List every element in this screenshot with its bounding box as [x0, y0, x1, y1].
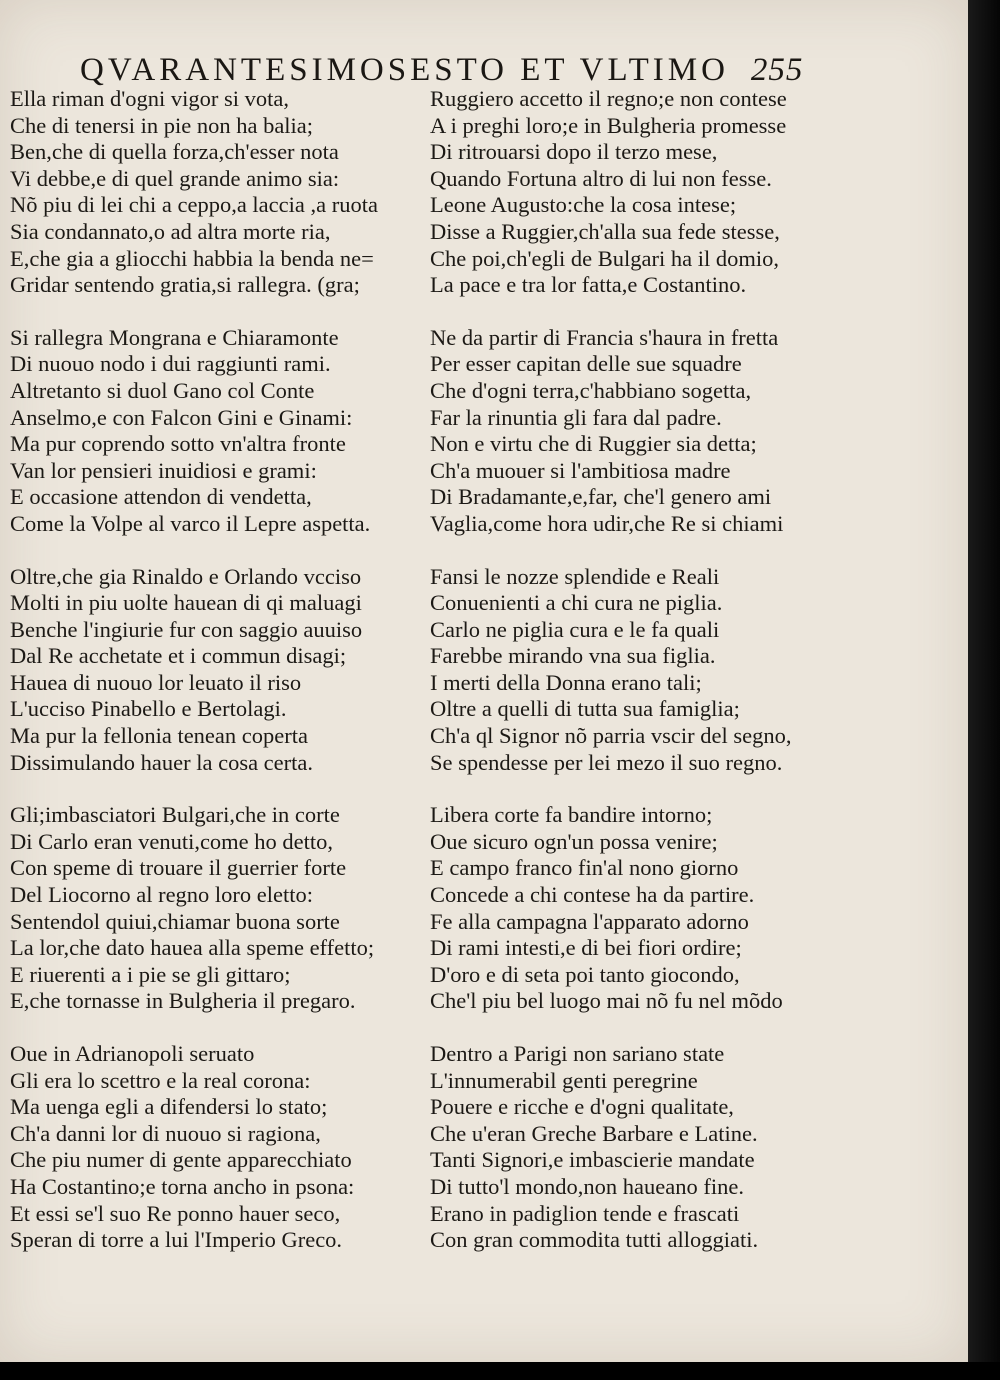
- verse-line: Disse a Ruggier,ch'alla sua fede stesse,: [430, 218, 780, 244]
- verse-line: Di tutto'l mondo,non haueano fine.: [430, 1173, 745, 1199]
- verse-line: Oue in Adrianopoli seruato: [10, 1041, 255, 1066]
- verse-line: Far la rinuntia gli fara dal padre.: [430, 404, 722, 430]
- verse-line: Del Liocorno al regno loro eletto:: [10, 882, 314, 908]
- verse-line: Ch'a ql Signor nõ parria vscir del segno,: [430, 723, 792, 749]
- verse-line: Se spendesse per lei mezo il suo regno.: [430, 749, 783, 775]
- verse-line: Non e virtu che di Ruggier sia detta;: [430, 431, 757, 457]
- verse-line: Leone Augusto:che la cosa intese;: [430, 192, 737, 218]
- verse-line: Che d'ogni terra,c'habbiano sogetta,: [430, 377, 752, 403]
- stanza: [430, 802, 850, 1015]
- verse-line: E,che gia a gliocchi habbia la benda ne=: [10, 245, 374, 271]
- verse-line: Benche l'ingiurie fur con saggio auuiso: [10, 616, 363, 642]
- verse-line: Gridar sentendo gratia,si rallegra. (gra;: [10, 272, 360, 298]
- verse-line: Vi debbe,e di quel grande animo sia:: [10, 165, 340, 191]
- verse-line: Di rami intesti,e di bei fiori ordire;: [430, 935, 742, 961]
- scan-bottom-border: [0, 1362, 1000, 1380]
- verse-line: Che di tenersi in pie non ha balia;: [10, 112, 314, 138]
- verse-line: Concede a chi contese ha da partire.: [430, 882, 755, 908]
- verse-line: Con gran commodita tutti alloggiati.: [430, 1227, 759, 1253]
- verse-line: Et essi se'l suo Re ponno hauer seco,: [10, 1200, 341, 1226]
- verse-line: Tanti Signori,e imbascierie mandate: [430, 1147, 755, 1173]
- verse-line: Ha Costantino;e torna ancho in psona:: [10, 1173, 355, 1199]
- scan-right-border: [968, 0, 1000, 1380]
- verse-line: Ch'a danni lor di nuouo si ragiona,: [10, 1120, 321, 1146]
- verse-line: E riuerenti a i pie se gli gittaro;: [10, 961, 291, 987]
- verse-line: E,che tornasse in Bulgheria il pregaro.: [10, 988, 356, 1014]
- verse-line: La pace e tra lor fatta,e Costantino.: [430, 272, 747, 298]
- verse-line: Ma pur coprendo sotto vn'altra fronte: [10, 431, 346, 457]
- verse-line: Che'l piu bel luogo mai nõ fu nel mõdo: [430, 988, 783, 1014]
- verse-line: Che u'eran Greche Barbare e Latine.: [430, 1120, 758, 1146]
- verse-line: D'oro e di seta poi tanto giocondo,: [430, 961, 740, 987]
- verse-line: Oltre a quelli di tutta sua famiglia;: [430, 696, 740, 722]
- verse-line: Vaglia,come hora udir,che Re si chiami: [430, 510, 784, 536]
- verse-line: L'innumerabil genti peregrine: [430, 1067, 698, 1093]
- verse-line: Si rallegra Mongrana e Chiaramonte: [10, 324, 339, 350]
- verse-line: Oltre,che gia Rinaldo e Orlando vcciso: [10, 563, 362, 589]
- verse-line: Speran di torre a lui l'Imperio Greco.: [10, 1227, 343, 1253]
- verse-line: Gli;imbasciatori Bulgari,che in corte: [10, 802, 340, 828]
- verse-line: Oue sicuro ogn'un possa venire;: [430, 828, 718, 854]
- left-column: [10, 86, 425, 1280]
- chapter-title: QVARANTESIMOSESTO ET VLTIMO: [80, 52, 729, 88]
- stanza: [10, 86, 425, 299]
- stanza: [430, 86, 850, 299]
- verse-line: Che piu numer di gente apparecchiato: [10, 1147, 352, 1173]
- verse-line: Con speme di trouare il guerrier forte: [10, 855, 347, 881]
- verse-line: Carlo ne piglia cura e le fa quali: [430, 616, 720, 642]
- stanza: [430, 564, 850, 777]
- verse-line: Di Carlo eran venuti,come ho detto,: [10, 828, 334, 854]
- verse-line: Molti in piu uolte hauean di qi maluagi: [10, 590, 362, 616]
- verse-line: Farebbe mirando vna sua figlia.: [430, 643, 716, 669]
- folio-number: 255: [750, 52, 804, 88]
- verse-line: Fe alla campagna l'apparato adorno: [430, 908, 749, 934]
- verse-line: Che poi,ch'egli de Bulgari ha il domio,: [430, 245, 779, 271]
- stanza: [430, 1041, 850, 1254]
- verse-line: Quando Fortuna altro di lui non fesse.: [430, 165, 772, 191]
- verse-line: Sentendol quiui,chiamar buona sorte: [10, 908, 340, 934]
- verse-line: Ben,che di quella forza,ch'esser nota: [10, 139, 339, 165]
- stanza: [10, 1041, 425, 1254]
- verse-line: Altretanto si duol Gano col Conte: [10, 377, 315, 403]
- running-header: [80, 52, 820, 88]
- stanza: [430, 325, 850, 538]
- verse-line: Fansi le nozze splendide e Reali: [430, 563, 720, 589]
- verse-line: E campo franco fin'al nono giorno: [430, 855, 739, 881]
- verse-line: Ch'a muouer si l'ambitiosa madre: [430, 457, 731, 483]
- verse-line: Erano in padiglion tende e frascati: [430, 1200, 740, 1226]
- verse-line: I merti della Donna erano tali;: [430, 669, 702, 695]
- verse-line: Gli era lo scettro e la real corona:: [10, 1067, 311, 1093]
- verse-line: Nõ piu di lei chi a ceppo,a laccia ,a ruota: [10, 192, 378, 218]
- verse-line: Ruggiero accetto il regno;e non contese: [430, 86, 787, 111]
- verse-line: Hauea di nuouo lor leuato il riso: [10, 669, 302, 695]
- verse-line: Dentro a Parigi non sariano state: [430, 1041, 725, 1066]
- verse-line: Libera corte fa bandire intorno;: [430, 802, 713, 828]
- verse-line: Van lor pensieri inuidiosi e grami:: [10, 457, 317, 483]
- stanza: [10, 325, 425, 538]
- verse-line: Di nuouo nodo i dui raggiunti rami.: [10, 351, 331, 377]
- verse-line: La lor,che dato hauea alla speme effetto;: [10, 935, 375, 961]
- stanza: [10, 564, 425, 777]
- verse-line: Ne da partir di Francia s'haura in fretta: [430, 324, 779, 350]
- verse-line: Dissimulando hauer la cosa certa.: [10, 749, 314, 775]
- verse-line: Ma uenga egli a difendersi lo stato;: [10, 1094, 328, 1120]
- verse-line: Pouere e ricche e d'ogni qualitate,: [430, 1094, 734, 1120]
- verse-line: L'ucciso Pinabello e Bertolagi.: [10, 696, 287, 722]
- verse-line: Sia condannato,o ad altra morte ria,: [10, 218, 331, 244]
- verse-line: Dal Re acchetate et i commun disagi;: [10, 643, 347, 669]
- verse-line: Di ritrouarsi dopo il terzo mese,: [430, 139, 718, 165]
- stanza: [10, 802, 425, 1015]
- verse-line: A i preghi loro;e in Bulgheria promesse: [430, 112, 787, 138]
- verse-line: Ella riman d'ogni vigor si vota,: [10, 86, 290, 111]
- verse-line: Anselmo,e con Falcon Gini e Ginami:: [10, 404, 353, 430]
- verse-line: Di Bradamante,e,far, che'l genero ami: [430, 484, 772, 510]
- verse-line: Come la Volpe al varco il Lepre aspetta.: [10, 510, 371, 536]
- right-column: [430, 86, 850, 1280]
- verse-line: Per esser capitan delle sue squadre: [430, 351, 742, 377]
- verse-line: Ma pur la fellonia tenean coperta: [10, 723, 308, 749]
- verse-line: Conuenienti a chi cura ne piglia.: [430, 590, 723, 616]
- verse-line: E occasione attendon di vendetta,: [10, 484, 312, 510]
